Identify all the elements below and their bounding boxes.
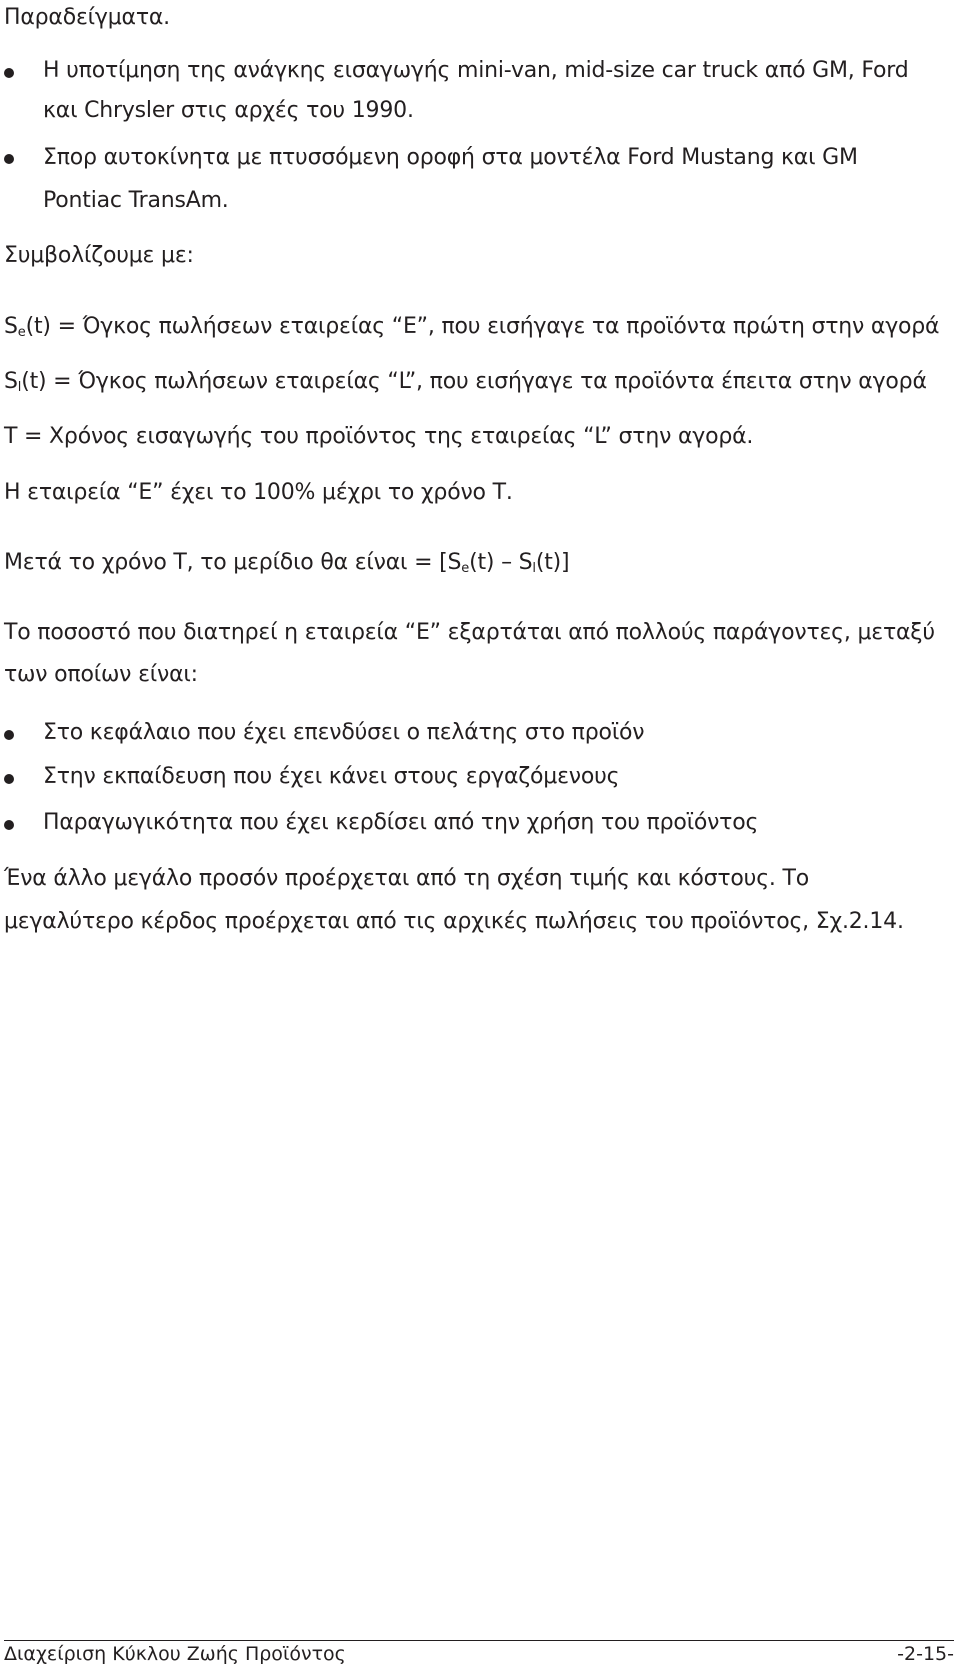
factor-item: Στο κεφάλαιο που έχει επενδύσει ο πελάτης στο προϊόν [43,720,645,745]
bullet-icon [4,774,14,784]
definition-se [4,312,939,342]
example-2-line-2: Pontiac TransAm. [43,188,229,213]
factor-item: Στην εκπαίδευση που έχει κάνει στους εργαζόμενους [43,764,620,789]
definition-t: T = Χρόνος εισαγωγής του προϊόντος της εταιρείας “L” στην αγορά. [4,424,754,449]
section-heading: Παραδείγματα. [4,5,170,30]
footer-title: Διαχείριση Κύκλου Ζωής Προϊόντος [4,1643,346,1665]
bullet-icon [4,820,14,830]
formula-middle: (t) – S [469,550,533,575]
closing-line-2: μεγαλύτερο κέρδος προέρχεται από τις αρχικές πωλήσεις του προϊόντος, Σχ.2.14. [4,909,904,934]
example-2-line-1: Σπορ αυτοκίνητα με πτυσσόμενη οροφή στα μοντέλα Ford Mustang και GM [43,145,858,170]
factor-item: Παραγωγικότητα που έχει κερδίσει από την χρήση του προϊόντος [43,810,759,835]
symbol-s: S [4,314,18,339]
subscript-l: l [532,561,536,576]
example-1-line-2: και Chrysler στις αρχές του 1990. [43,98,414,123]
factors-intro-line-2: των οποίων είναι: [4,662,198,687]
share-formula [4,548,569,578]
definition-se-text: (t) = Όγκος πωλήσεων εταιρείας “Ε”, που εισήγαγε τα προϊόντα πρώτη στην αγορά [25,314,940,339]
share-until-t: Η εταιρεία “Ε” έχει το 100% μέχρι το χρόνο Τ. [4,480,513,505]
symbolize-intro: Συμβολίζουμε με: [4,243,194,268]
closing-line-1: Ένα άλλο μεγάλο προσόν προέρχεται από τη σχέση τιμής και κόστους. Το [4,866,809,891]
definition-sl-text: (t) = Όγκος πωλήσεων εταιρείας “L”, που εισήγαγε τα προϊόντα έπειτα στην αγορά [21,369,927,394]
formula-prefix: Μετά το χρόνο Τ, το μερίδιο θα είναι = [S [4,550,462,575]
subscript-l: l [17,380,22,395]
bullet-icon [4,730,14,740]
subscript-e: e [461,561,470,576]
formula-suffix: (t)] [535,550,570,575]
symbol-s: S [4,369,18,394]
definition-sl [4,367,927,397]
bullet-icon [4,68,14,78]
footer-page-number: -2-15- [897,1643,954,1665]
subscript-e: e [17,325,26,340]
example-1-line-1: Η υποτίμηση της ανάγκης εισαγωγής mini-van, mid-size car truck από GM, Ford [43,58,909,83]
factors-intro-line-1: Το ποσοστό που διατηρεί η εταιρεία “Ε” εξαρτάται από πολλούς παράγοντες, μεταξύ [4,620,935,645]
bullet-icon [4,154,14,164]
